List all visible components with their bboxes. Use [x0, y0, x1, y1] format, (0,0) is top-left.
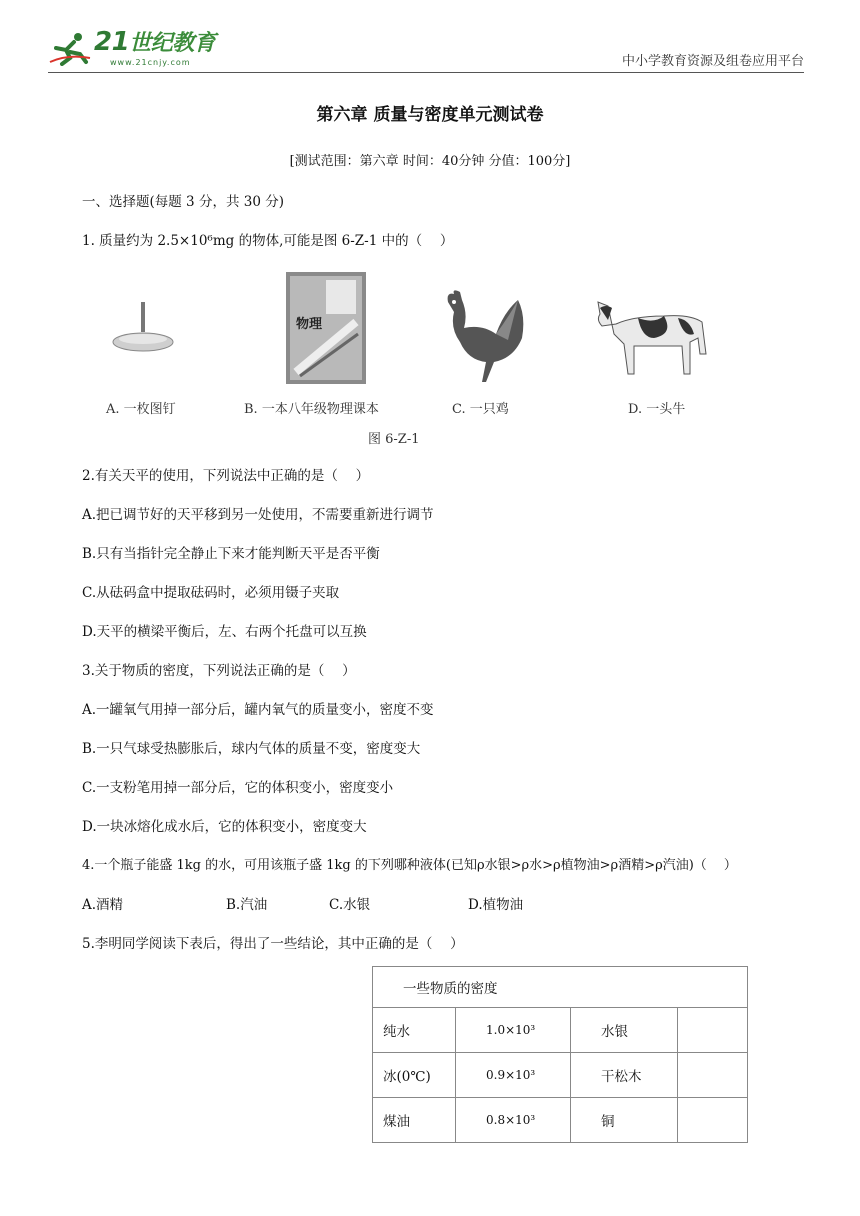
platform-name: 中小学教育资源及组卷应用平台 — [621, 54, 804, 69]
question-2-stem: 2.有关天平的使用，下列说法中正确的是（ ） — [82, 468, 370, 484]
section-heading: 一、选择题(每题 3 分，共 30 分) — [82, 194, 284, 210]
table-cell-name: 煤油 — [373, 1098, 456, 1143]
table-row — [373, 1098, 748, 1143]
table-cell-name: 冰(0℃) — [373, 1053, 456, 1098]
runner-icon — [48, 32, 92, 66]
table-cell-value — [678, 1008, 748, 1053]
table-cell-value: 1.0×10³ — [456, 1008, 571, 1053]
density-table — [372, 966, 748, 1143]
table-cell-value — [678, 1053, 748, 1098]
question-2-option-c: C.从砝码盒中提取砝码时，必须用镊子夹取 — [82, 585, 340, 601]
question-3-option-c: C.一支粉笔用掉一部分后，它的体积变小，密度变小 — [82, 780, 394, 796]
logo-main: 21 — [94, 27, 130, 57]
question-2-option-b: B.只有当指针完全静止下来才能判断天平是否平衡 — [82, 546, 380, 562]
table-row — [373, 1008, 748, 1053]
table-caption: 一些物质的密度 — [373, 967, 748, 1008]
question-2-option-d: D.天平的横梁平衡后，左、右两个托盘可以互换 — [82, 624, 367, 640]
table-cell-name: 铜 — [571, 1098, 678, 1143]
table-cell-value: 0.8×10³ — [456, 1098, 571, 1143]
thumbtack-image — [108, 298, 178, 358]
option-c-caption: C. 一只鸡 — [452, 402, 509, 417]
cow-image — [594, 294, 712, 378]
question-2-option-a: A.把已调节好的天平移到另一处使用，不需要重新进行调节 — [82, 507, 434, 523]
page-title: 第六章 质量与密度单元测试卷 — [316, 105, 544, 125]
table-cell-value: 0.9×10³ — [456, 1053, 571, 1098]
table-cell-name: 干松木 — [571, 1053, 678, 1098]
option-a-caption: A. 一枚图钉 — [106, 402, 176, 417]
question-3-option-d: D.一块冰熔化成水后，它的体积变小，密度变大 — [82, 819, 367, 835]
table-cell-name: 纯水 — [373, 1008, 456, 1053]
question-4-option-a: A.酒精 — [82, 897, 124, 913]
logo-text — [94, 26, 215, 57]
question-1-stem: 1. 质量约为 2.5×10⁶mg 的物体,可能是图 6-Z-1 中的（ ） — [82, 233, 454, 249]
question-4-option-b: B.汽油 — [226, 897, 268, 913]
textbook-image — [286, 272, 366, 384]
question-4-stem: 4.一个瓶子能盛 1kg 的水，可用该瓶子盛 1kg 的下列哪种液体(已知ρ水银>ρ水>ρ植物油>ρ酒精>ρ汽油)（ ） — [82, 858, 737, 873]
figure-6-z-1 — [82, 268, 762, 448]
table-row — [373, 1053, 748, 1098]
question-3-stem: 3.关于物质的密度，下列说法正确的是（ ） — [82, 663, 356, 679]
textbook-title: 物理 — [296, 317, 323, 332]
chicken-image — [438, 288, 528, 388]
question-3-option-a: A.一罐氧气用掉一部分后，罐内氧气的质量变小，密度不变 — [82, 702, 434, 718]
logo-url: www.21cnjy.com — [110, 58, 191, 67]
option-d-caption: D. 一头牛 — [628, 402, 686, 417]
question-5-stem: 5.李明同学阅读下表后，得出了一些结论，其中正确的是（ ） — [82, 936, 464, 952]
page-header — [48, 26, 804, 74]
table-cell-name: 水银 — [571, 1008, 678, 1053]
option-b-caption: B. 一本八年级物理课本 — [244, 402, 379, 417]
question-3-option-b: B.一只气球受热膨胀后，球内气体的质量不变，密度变大 — [82, 741, 421, 757]
header-divider — [48, 72, 804, 73]
table-caption-row — [373, 967, 748, 1008]
logo[interactable] — [48, 26, 248, 74]
question-4-option-c: C.水银 — [329, 897, 371, 913]
test-info: [测试范围：第六章 时间：40分钟 分值：100分] — [289, 154, 571, 169]
figure-label: 图 6-Z-1 — [368, 432, 420, 447]
table-cell-value — [678, 1098, 748, 1143]
question-4-option-d: D.植物油 — [468, 897, 524, 913]
logo-cn: 世纪教育 — [129, 31, 216, 56]
